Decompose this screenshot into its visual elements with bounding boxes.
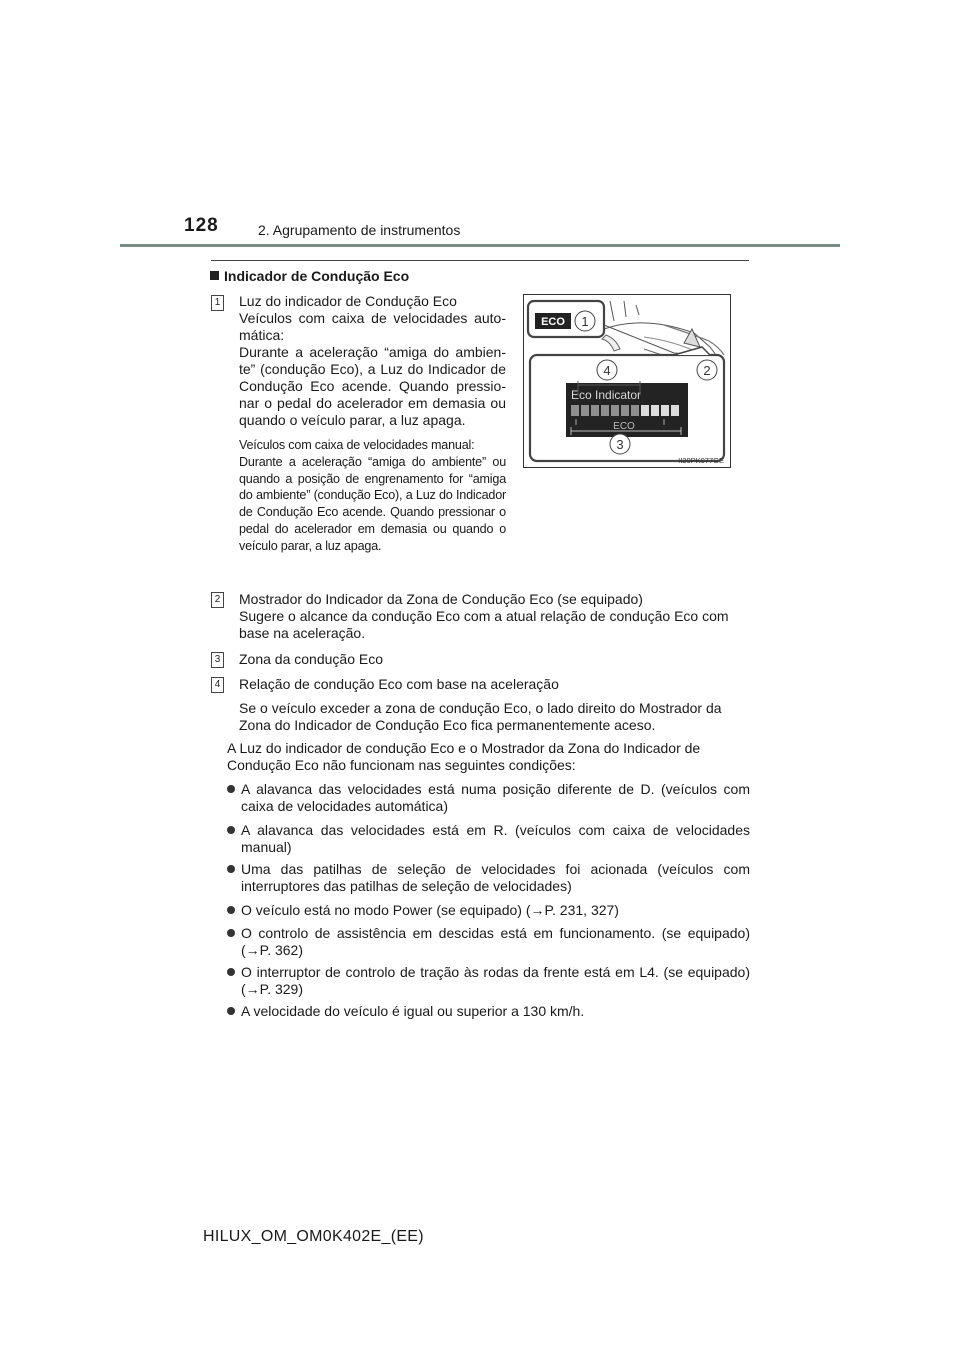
list-item: [227, 781, 750, 815]
list-item: [227, 861, 750, 895]
list-item: [227, 1003, 750, 1020]
eco-zone-label: ECO: [613, 421, 635, 432]
eco-segment-bar: [571, 405, 679, 416]
list-item: [227, 925, 750, 959]
bullet-icon: [227, 785, 235, 793]
bullet-icon: [227, 968, 235, 976]
item1-block: [239, 293, 506, 555]
item1-manual-text: Durante a aceleração “amiga do ambiente” ou quando a posição de engrenamento for “amiga do ambiente” (condução Eco), a Luz do Indicador de Condução Eco acende. Quando pressionar o pedal do acelerador em demasia ou quando o veículo parar, a luz apaga.: [239, 454, 506, 553]
item1-manual-label: Veículos com caixa de velocidades manual:: [239, 438, 475, 452]
list-item: [227, 822, 750, 856]
condition-text: A alavanca das velocidades está numa posição diferente de D. (veículos com caixa de velocidades automática): [241, 781, 750, 814]
condition-text: O interruptor de controlo de tração às rodas da frente está em L4. (se equipado) (→P. 329): [241, 964, 750, 997]
subsection-heading: [210, 268, 409, 284]
item-number-3: 3: [211, 652, 224, 668]
item-number-1: 1: [211, 295, 224, 311]
conditions-intro: A Luz do indicador de condução Eco e o Mostrador da Zona do Indicador de Condução Eco não funcionam nas seguintes condições:: [227, 740, 701, 773]
eco-badge-text: ECO: [541, 316, 565, 328]
eco-indicator-label: Eco Indicator: [571, 388, 642, 402]
bullet-icon: [227, 906, 235, 914]
eco-indicator-figure: [523, 294, 731, 468]
callout-1: 1: [581, 314, 589, 329]
heading-text: Indicador de Condução Eco: [224, 268, 410, 284]
item1-title: Luz do indicador de Condução Eco: [239, 293, 457, 309]
item3-title: Zona da condução Eco: [239, 651, 383, 667]
item2-text: Sugere o alcance da condução Eco com a atual relação de condução Eco com base na aceleração.: [239, 608, 729, 641]
callout-3: 3: [616, 437, 624, 452]
item2-block: [239, 591, 751, 642]
condition-text: O controlo de assistência em descidas está em funcionamento. (se equipado) (→P. 362): [241, 925, 750, 958]
bullet-icon: [227, 1007, 235, 1015]
figure-illustration: [524, 295, 730, 467]
item2-title: Mostrador do Indicador da Zona de Condução Eco (se equipado): [239, 591, 643, 607]
section-divider: [211, 260, 749, 261]
item1-auto-label: Veículos com caixa de velocidades auto-mática:: [239, 310, 506, 343]
square-bullet-icon: [210, 271, 219, 280]
item-number-2: 2: [211, 592, 224, 608]
condition-text: A velocidade do veículo é igual ou superior a 130 km/h.: [241, 1003, 585, 1019]
callout-4: 4: [603, 363, 611, 378]
item1-auto-text: Durante a aceleração “amiga do ambien-te” (condução Eco), a Luz do Indicador de Condução Eco acende. Quando pressio-nar o pedal do acelerador em demasia ou quando o veículo parar, a luz apaga.: [239, 344, 506, 428]
bullet-icon: [227, 929, 235, 937]
condition-text: Uma das patilhas de seleção de velocidades foi acionada (veículos com interruptores das patilhas de seleção de velocidades): [241, 861, 750, 894]
document-code-footer: HILUX_OM_OM0K402E_(EE): [203, 1228, 424, 1245]
callout-2: 2: [703, 363, 711, 378]
section-title: 2. Agrupamento de instrumentos: [258, 222, 461, 238]
figure-code: II20PK077GE: [678, 456, 724, 465]
list-item: [227, 964, 750, 998]
bullet-icon: [227, 865, 235, 873]
item4-title: Relação de condução Eco com base na aceleração: [239, 676, 559, 692]
page-number: 128: [184, 215, 219, 236]
list-item: [227, 902, 750, 919]
condition-text: O veículo está no modo Power (se equipado) (→P. 231, 327): [241, 902, 619, 918]
item-number-4: 4: [211, 677, 224, 693]
condition-text: A alavanca das velocidades está em R. (veículos com caixa de velocidades manual): [241, 822, 750, 855]
item4-text: Se o veículo exceder a zona de condução Eco, o lado direito do Mostrador da Zona do Indicador de Condução Eco fica permanentemente aceso.: [239, 700, 722, 733]
bullet-icon: [227, 826, 235, 834]
header-rule: [120, 244, 840, 247]
